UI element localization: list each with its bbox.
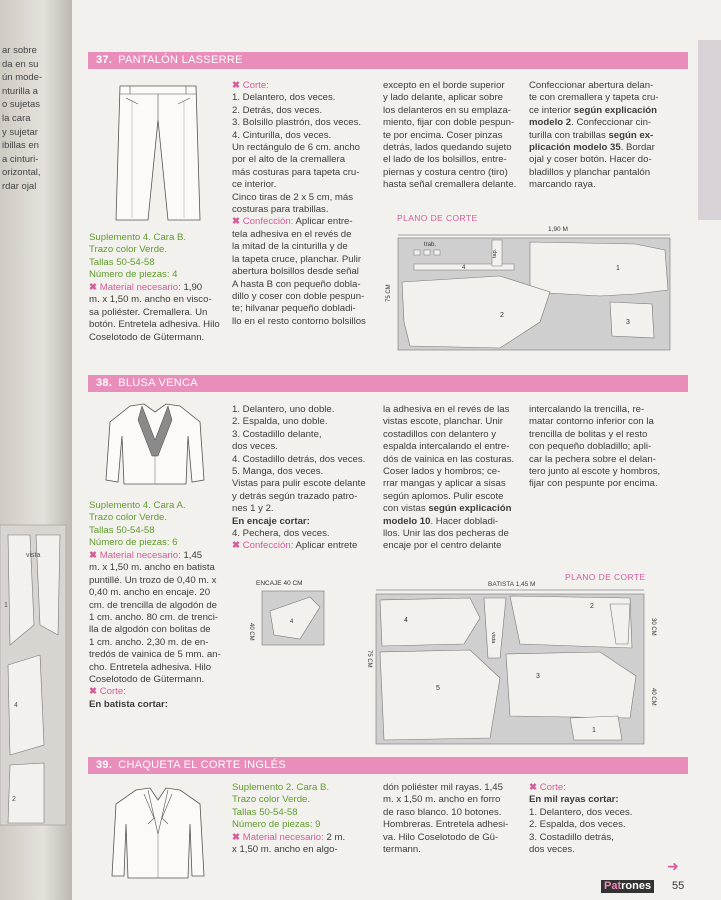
s38-col2-line-7: y detrás según trazado patro-	[232, 490, 358, 502]
s38-encaje-dim-h: 40 CM	[248, 623, 254, 641]
s37-dim-width: 1,90 M	[548, 226, 568, 233]
s37-col4-a0: Confeccionar abertura delan-	[529, 80, 654, 91]
gutter-pattern-pieces	[0, 505, 70, 835]
s38-col4-line-4: car la pechera sobre el delan-	[529, 453, 656, 465]
section-38-info	[89, 500, 219, 550]
gutter-line-8: a cinturi-	[2, 153, 39, 165]
gutter-line-4: o sujetas	[2, 99, 41, 111]
s38-col3-line-7: según aplomos. Pulir escote	[383, 490, 504, 502]
gutter-line-5: la cara	[2, 113, 31, 124]
s38-mat-line-4: cm. de trencilla de algodón de	[89, 599, 217, 611]
s37-corte-line-9: costuras para trabillas.	[232, 204, 329, 216]
s39-tallas: Tallas 50-54-58	[232, 806, 298, 818]
page-edge-tab	[698, 40, 721, 220]
s37-col4-e0: . Bordar	[620, 142, 655, 154]
s37-corte-label: Corte:	[242, 80, 269, 91]
s38-piece-1: 1	[592, 727, 596, 734]
s39-col3-line-0: dón poliéster mil rayas. 1,45	[383, 782, 503, 793]
s38-col4-list	[529, 404, 669, 491]
s38-conf-label: Confección:	[242, 540, 294, 552]
s38-tallas: Tallas 50-54-58	[89, 524, 155, 536]
gutter-line-1: da en su	[2, 58, 39, 70]
s37-col4-e3: marcando raya.	[529, 179, 596, 191]
section-37-material: ✖ Material necesario: 1,90 m. x 1,50 m. ancho en visco- sa poliéster. Cremallera. Un botón. Entretela adhesiva. Hilo Coselotodo de Gütermann.	[89, 282, 224, 344]
s37-conf-line-7: te; hilvanar pequeño dobladi-	[232, 303, 356, 315]
s39-col3-list	[383, 782, 521, 856]
s38-batista-dim: BATISTA 1,45 M	[488, 581, 536, 588]
section-39-col3	[383, 782, 521, 856]
section-38-number: 38.	[96, 377, 113, 389]
s38-col3-b2: modelo 10	[383, 515, 431, 527]
s38-mat-line-10: Coselotodo de Gütermann.	[89, 674, 205, 686]
s39-corte-line-2: 3. Costadillo detrás,	[529, 831, 614, 843]
logo-part-a: Pat	[604, 880, 622, 892]
s38-encaje-piece-4: 4	[290, 619, 294, 625]
s38-material-label: Material necesario:	[99, 550, 181, 561]
section-39-number: 39.	[96, 759, 113, 771]
s38-mat-0: 1,45	[183, 550, 203, 561]
s37-mat-1: m. x 1,50 m. ancho en visco-	[89, 294, 212, 306]
section-37-header	[88, 52, 688, 69]
s37-conf-line-5: A hasta B con pequeño dobla-	[232, 278, 361, 290]
s38-piece-3: 3	[536, 673, 540, 680]
s38-encaje-label: En encaje cortar:	[232, 515, 310, 527]
s38-col3-c2: encaje por el centro delante	[383, 540, 502, 552]
s37-piece-4: 4	[462, 265, 466, 271]
gutter-label-1: 1	[4, 602, 8, 609]
s38-col3-c1: llos. Unir las dos pecheras de	[383, 528, 509, 540]
s38-col3-line-6: rrar mangas y aplicar a sisas	[383, 478, 506, 490]
continue-arrow-icon: ➜	[667, 858, 679, 874]
section-37-col4	[529, 80, 669, 192]
s39-trazo: Trazo color Verde.	[232, 794, 311, 806]
s37-mat-3: botón. Entretela adhesiva. Hilo	[89, 319, 220, 331]
s37-corte-line-2: 3. Bolsillo plastrón, dos veces.	[232, 117, 362, 129]
s39-corte-line-3: dos veces.	[529, 844, 575, 856]
s38-mat-line-5: 1 cm. ancho. 80 cm. de trenci-	[89, 612, 219, 624]
s37-plano-label: PLANO DE CORTE	[397, 213, 478, 223]
s37-corte-line-5: por el alto de la cremallera	[232, 154, 346, 166]
section-39-title: CHAQUETA EL CORTE INGLÉS	[118, 759, 286, 771]
s37-conf-line-8: llo en el resto contorno bolsillos	[232, 315, 366, 327]
s38-col2-list	[232, 404, 374, 516]
s37-col4-a1: te con cremallera y tapeta cru-	[529, 92, 659, 104]
page-number: 55	[672, 880, 685, 892]
s37-conf-0: Aplicar entre-	[295, 216, 353, 228]
section-38-title: BLUSA VENCA	[118, 377, 198, 389]
s37-conf-label: Confección:	[242, 216, 294, 228]
s39-mat-1: x 1,50 m. ancho en algo-	[232, 844, 338, 856]
s38-col2-line-0: 1. Delantero, uno doble.	[232, 404, 335, 415]
s38-piezas: Número de piezas: 6	[89, 537, 178, 549]
s39-corte-line-0: 1. Delantero, dos veces.	[529, 806, 633, 818]
s37-col4-d1: según ex-	[608, 129, 654, 141]
s37-col3-line-3: miento, fijar con doble pespun-	[383, 117, 515, 129]
section-38-col4	[529, 404, 669, 491]
s39-suplemento: Suplemento 2. Cara B.	[232, 782, 330, 793]
s37-mat-4: Coselotodo de Gütermann.	[89, 331, 205, 343]
s37-suplemento: Suplemento 4. Cara B.	[89, 232, 187, 243]
jacket-sketch	[108, 784, 208, 880]
s37-col3-line-8: hasta señal cremallera delante.	[383, 179, 517, 191]
s39-corte-line-1: 2. Espalda, dos veces.	[529, 819, 626, 831]
section-38-header	[88, 375, 688, 392]
s38-col3-c0: . Hacer dobladi-	[430, 515, 499, 527]
gutter-label-vista: vista	[26, 552, 41, 559]
gutter-label-4: 4	[14, 702, 18, 709]
s37-corte-line-3: 4. Cinturilla, dos veces.	[232, 129, 332, 141]
blouse-sketch	[100, 400, 210, 488]
s38-piece-vista: vista	[490, 632, 496, 644]
s37-col4-b2: modelo 2	[529, 117, 572, 129]
gutter-line-0: ar sobre	[2, 45, 37, 56]
gutter-line-10: rdar ojal	[2, 181, 37, 192]
section-38-col3	[383, 404, 521, 553]
gutter-line-7: ibillas en	[2, 140, 39, 152]
gutter-line-6: y sujetar	[2, 126, 38, 138]
s39-material-label: Material necesario:	[242, 832, 324, 843]
section-38-col2: 1. Delantero, uno doble. 2. Espalda, uno doble. 3. Costadillo delante, dos veces. 4. Costadillo detrás, dos veces. 5. Manga, dos veces. Vistas para pulir escote delante y detrás según trazado patro- nes 1 y 2. En encaje cortar: 4. Pechera, dos veces. ✖ Confección: Aplicar entrete	[232, 404, 374, 553]
s39-col3-line-2: de raso blanco. 10 botones.	[383, 806, 502, 818]
section-37-title: PANTALÓN LASSERRE	[118, 54, 243, 66]
s38-encaje-dim-w: ENCAJE 40 CM	[256, 580, 303, 587]
s39-corte-sub: En mil rayas cortar:	[529, 794, 619, 806]
s38-corte-sub: En batista cortar:	[89, 698, 168, 710]
section-39-material: ✖ Material necesario: 2 m. x 1,50 m. ancho en algo-	[232, 832, 374, 857]
s38-dim-75: 75 CM	[366, 650, 372, 668]
s37-cutting-plan	[380, 222, 680, 354]
section-37-col2: ✖ Corte: 1. Delantero, dos veces. 2. Detrás, dos veces. 3. Bolsillo plastrón, dos veces. 4. Cinturilla, dos veces. Un rectángulo de 6 cm. ancho por el alto de la cremallera más costuras para tapeta cru- ce interior. Cinco tiras de 2 x 5 cm, más costuras para trabillas. ✖ Confección: Aplicar entre- tela adhesiva en el revés de la mitad de la cinturilla y de la tapeta cruce, planchar. Pulir abertura bolsillos desde señal A hasta B con pequeño dobla- dillo y coser con doble pespun- te; hilvanar pequeño dobladi- llo en el resto contorno bolsillos	[232, 80, 372, 328]
s39-col3-line-4: va. Hilo Coselotodo de Gü-	[383, 831, 499, 843]
s38-encaje-line: 4. Pechera, dos veces.	[232, 528, 330, 540]
s37-col3-line-2: los delanteros en su emplaza-	[383, 104, 511, 116]
s38-col3-line-2: costadillos con delantero y	[383, 428, 497, 440]
s37-conf-line-2: la mitad de la cinturilla y de	[232, 241, 348, 253]
s38-mat-line-7: 1 cm. ancho. 2,30 m. de en-	[89, 636, 209, 648]
logo-part-b: rones	[621, 880, 652, 892]
s37-piece-2: 2	[500, 312, 504, 319]
s38-col3-line-5: Coser lados y hombros; ce-	[383, 466, 501, 478]
pants-sketch	[108, 80, 208, 225]
s37-piece-1: 1	[616, 265, 620, 272]
s38-col4-line-2: trencilla de bolitas y el resto	[529, 428, 648, 440]
s38-col2-line-8: nes 1 y 2.	[232, 503, 274, 515]
s38-mat-line-6: lla de algodón con bolitas de	[89, 624, 211, 636]
s39-col3-line-1: m. x 1,50 m. ancho en forro	[383, 794, 501, 806]
s37-dim-height: 75 CM	[386, 284, 392, 302]
gutter-line-9: orizontal,	[2, 167, 41, 179]
s38-col2-line-6: Vistas para pulir escote delante	[232, 478, 366, 490]
s38-col4-line-0: intercalando la trencilla, re-	[529, 404, 645, 415]
s38-col3-line-4: dós de vainica en las costuras.	[383, 453, 515, 465]
s38-col3-line-0: la adhesiva en el revés de las	[383, 404, 510, 415]
s38-col2-line-2: 3. Costadillo delante,	[232, 428, 322, 440]
s38-material-list	[89, 562, 227, 686]
s37-col4-e1: ojal y coser botón. Hacer do-	[529, 154, 652, 166]
s37-col3-line-6: el lado de los bolsillos, entre-	[383, 154, 507, 166]
s38-col4-line-5: tero junto al escote y hombros,	[529, 466, 661, 478]
s37-mat-0: 1,90	[183, 282, 203, 293]
s37-col3-line-1: y lado delante, aplicar sobre	[383, 92, 503, 104]
s38-col4-line-1: matar contorno inferior con la	[529, 416, 654, 428]
s38-col3-list	[383, 404, 521, 503]
s38-col3-line-3: espalda intercalando el entre-	[383, 441, 510, 453]
patrones-logo	[601, 880, 654, 893]
gutter-line-2: ún mode-	[2, 72, 43, 84]
s37-col4-c1: turilla con trabillas	[529, 129, 606, 141]
s37-corte-line-7: ce interior.	[232, 179, 277, 191]
s37-material-label: Material necesario:	[99, 282, 181, 293]
s38-mat-line-3: 0,40 m. ancho en encaje. 20	[89, 587, 211, 599]
s38-plano-label: PLANO DE CORTE	[565, 572, 646, 582]
s39-piezas: Número de piezas: 9	[232, 819, 321, 831]
s37-col4-b1: según explicación	[573, 104, 657, 116]
s37-col3-line-0: excepto en el borde superior	[383, 80, 505, 91]
s38-col3-a-last: con vistas	[383, 503, 426, 515]
s37-corte-line-6: más costuras para tapeta cru-	[232, 166, 360, 178]
s38-col4-line-6: fijar con pespunte por encima.	[529, 478, 658, 490]
s38-col4-line-3: con pequeño dobladillo; apli-	[529, 441, 652, 453]
s39-corte-label: Corte:	[539, 782, 566, 793]
s38-cutting-plan	[360, 588, 660, 748]
s37-piece-tap: tap.	[492, 248, 498, 258]
s38-piece-2: 2	[590, 603, 594, 610]
s38-col2-line-3: dos veces.	[232, 441, 278, 453]
s38-suplemento: Suplemento 4. Cara A.	[89, 500, 186, 511]
s37-corte-line-8: Cinco tiras de 2 x 5 cm, más	[232, 191, 354, 203]
s38-piece-4: 4	[404, 617, 408, 624]
s38-piece-5: 5	[436, 685, 440, 692]
s38-mat-line-9: cho. Entretela adhesiva. Hilo	[89, 661, 212, 673]
s37-col3-line-7: piernas y costura centro (tiro)	[383, 166, 508, 178]
s38-conf-line: Aplicar entrete	[295, 540, 358, 552]
s37-trazo: Trazo color Verde.	[89, 244, 168, 256]
section-39-info	[232, 782, 372, 832]
s38-mat-line-8: tredós de vainica de 5 mm. an-	[89, 649, 221, 661]
s39-mat-0: 2 m.	[326, 832, 346, 843]
s39-col3-line-3: Hombreras. Entretela adhesi-	[383, 819, 509, 831]
s38-col2-line-1: 2. Espalda, uno doble.	[232, 416, 328, 428]
s37-col4-e2: bladillos y planchar pantalón	[529, 166, 651, 178]
s37-corte-line-1: 2. Detrás, dos veces.	[232, 104, 323, 116]
s37-piece-3: 3	[626, 319, 630, 326]
s38-corte-label: Corte:	[99, 686, 126, 698]
s37-conf-list	[232, 229, 372, 328]
s37-piece-trab: trab.	[424, 242, 437, 248]
s37-col4-d2: plicación modelo 35	[529, 142, 621, 154]
section-38-material: ✖ Material necesario: 1,45 m. x 1,50 m. ancho en batista puntillé. Un trozo de 0,40 m. x 0,40 m. ancho en encaje. 20 cm. de trencilla de algodón de 1 cm. ancho. 80 cm. de trenci- lla de algodón con bolitas de 1 cm. ancho. 2,30 m. de en- tredós de vainica de 5 mm. an- cho. Entretela adhesiva. Hilo Coselotodo de Gütermann. ✖ Corte: En batista cortar:	[89, 550, 227, 711]
section-39-header	[88, 757, 688, 774]
s37-conf-line-3: la tapeta cruce, planchar. Pulir	[232, 253, 362, 265]
s38-col2-line-4: 4. Costadillo detrás, dos veces.	[232, 453, 366, 465]
gutter-line-3: nturilla a	[2, 85, 38, 97]
s37-col3-line-4: te por encima. Coser pinzas	[383, 129, 503, 141]
s37-piezas: Número de piezas: 4	[89, 269, 178, 281]
s37-corte-line-4: Un rectángulo de 6 cm. ancho	[232, 142, 360, 154]
s37-col4-c0: . Confeccionar cin-	[571, 117, 652, 129]
s38-col3-line-1: vistas escote, planchar. Unir	[383, 416, 503, 428]
section-37-col3	[383, 80, 521, 192]
s39-col3-line-5: termann.	[383, 844, 421, 856]
s37-col4-a2: ce interior	[529, 104, 572, 116]
s38-dim-30: 30 CM	[650, 618, 656, 636]
s38-dim-40: 40 CM	[650, 688, 656, 706]
s38-col3-b1: según explicación	[428, 503, 512, 515]
s37-conf-line-6: dillo y coser con doble pespun-	[232, 290, 365, 302]
section-37-info	[89, 232, 219, 282]
s38-mat-line-1: m. x 1,50 m. ancho en batista	[89, 562, 215, 574]
s37-tallas: Tallas 50-54-58	[89, 256, 155, 268]
previous-page-gutter	[0, 0, 72, 900]
section-37-number: 37.	[96, 54, 113, 66]
s39-corte-list	[529, 807, 669, 857]
s37-mat-2: sa poliéster. Cremallera. Un	[89, 306, 208, 318]
s37-conf-line-4: abertura bolsillos desde señal	[232, 266, 359, 278]
s38-encaje-plan	[240, 577, 360, 653]
s37-conf-line-1: tela adhesiva en el revés de	[232, 228, 352, 240]
s37-col3-line-5: detrás, lados quedando sujeto	[383, 142, 512, 154]
s37-corte-list	[232, 92, 372, 216]
s38-mat-line-2: puntillé. Un trozo de 0,40 m. x	[89, 574, 217, 586]
s37-corte-line-0: 1. Delantero, dos veces.	[232, 92, 336, 104]
section-39-col4: ✖ Corte: En mil rayas cortar: 1. Delantero, dos veces. 2. Espalda, dos veces. 3. Costadillo detrás, dos veces.	[529, 782, 669, 856]
s37-col3-list	[383, 80, 521, 192]
gutter-label-2: 2	[12, 796, 16, 803]
s38-trazo: Trazo color Verde.	[89, 512, 168, 524]
s38-col2-line-5: 5. Manga, dos veces.	[232, 466, 324, 478]
